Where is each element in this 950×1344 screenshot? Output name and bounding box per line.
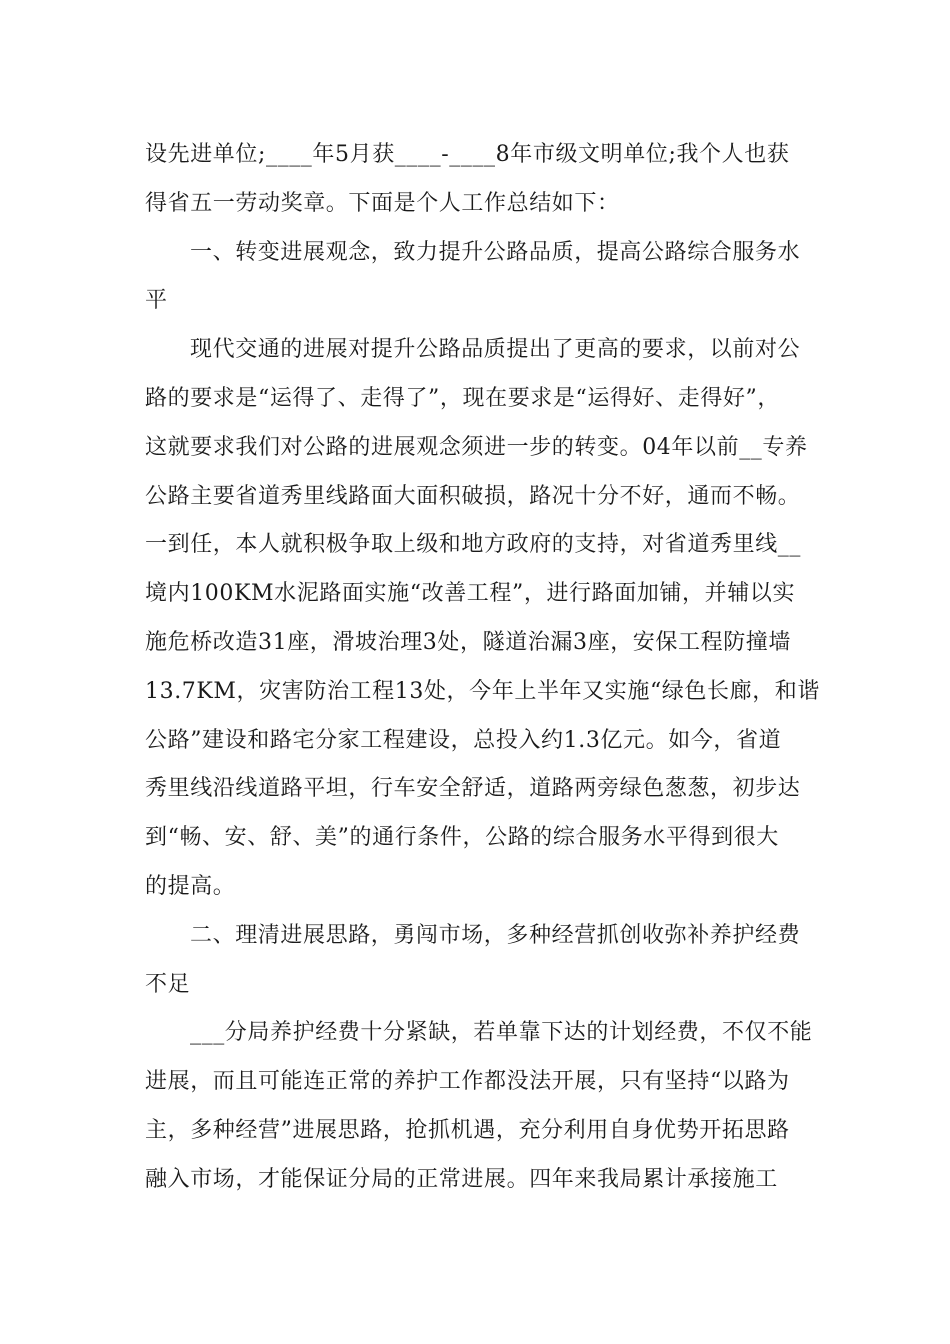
text-line: 设先进单位;____年5月获____-____8年市级文明单位;我个人也获 xyxy=(145,142,790,167)
text-line: 境内100KM水泥路面实施“改善工程”，进行路面加铺，并辅以实 xyxy=(145,581,796,607)
text-line: 现代交通的进展对提升公路品质提出了更高的要求，以前对公 xyxy=(190,337,801,363)
section-heading-continued: 不足 xyxy=(145,971,191,997)
text-line: 融入市场，才能保证分局的正常进展。四年来我局累计承接施工 xyxy=(145,1166,778,1192)
text-line: ___分局养护经费十分紧缺，若单靠下达的计划经费，不仅不能 xyxy=(190,1020,813,1046)
text-line: 路的要求是“运得了、走得了”，现在要求是“运得好、走得好”， xyxy=(145,385,780,411)
section-heading: 一、转变进展观念，致力提升公路品质，提高公路综合服务水 xyxy=(190,239,801,265)
text-line: 一到任，本人就积极争取上级和地方政府的支持，对省道秀里线__ xyxy=(145,532,802,558)
text-line: 公路主要省道秀里线路面大面积破损，路况十分不好，通而不畅。 xyxy=(145,483,801,509)
text-line: 13.7KM，灾害防治工程13处，今年上半年又实施“绿色长廊，和谐 xyxy=(145,678,820,704)
text-line: 到“畅、安、舒、美”的通行条件，公路的综合服务水平得到很大 xyxy=(145,825,779,851)
section-heading-continued: 平 xyxy=(145,288,168,314)
text-line: 秀里线沿线道路平坦，行车安全舒适，道路两旁绿色葱葱，初步达 xyxy=(145,776,801,802)
text-line: 的提高。 xyxy=(145,873,236,899)
text-line: 得省五一劳动奖章。下面是个人工作总结如下： xyxy=(145,190,620,216)
text-line: 主，多种经营”进展思路，抢抓机遇，充分利用自身优势开拓思路 xyxy=(145,1117,790,1143)
section-heading: 二、理清进展思路，勇闯市场，多种经营抓创收弥补养护经费 xyxy=(190,922,801,948)
text-line: 公路”建设和路宅分家工程建设，总投入约1.3亿元。如今，省道 xyxy=(145,727,782,753)
document-body xyxy=(145,131,820,1205)
text-line: 施危桥改造31座，滑坡治理3处，隧道治漏3座，安保工程防撞墙 xyxy=(145,629,791,655)
text-line: 这就要求我们对公路的进展观念须进一步的转变。04年以前__专养 xyxy=(145,434,808,460)
text-line: 进展，而且可能连正常的养护工作都没法开展，只有坚持“以路为 xyxy=(145,1069,790,1095)
